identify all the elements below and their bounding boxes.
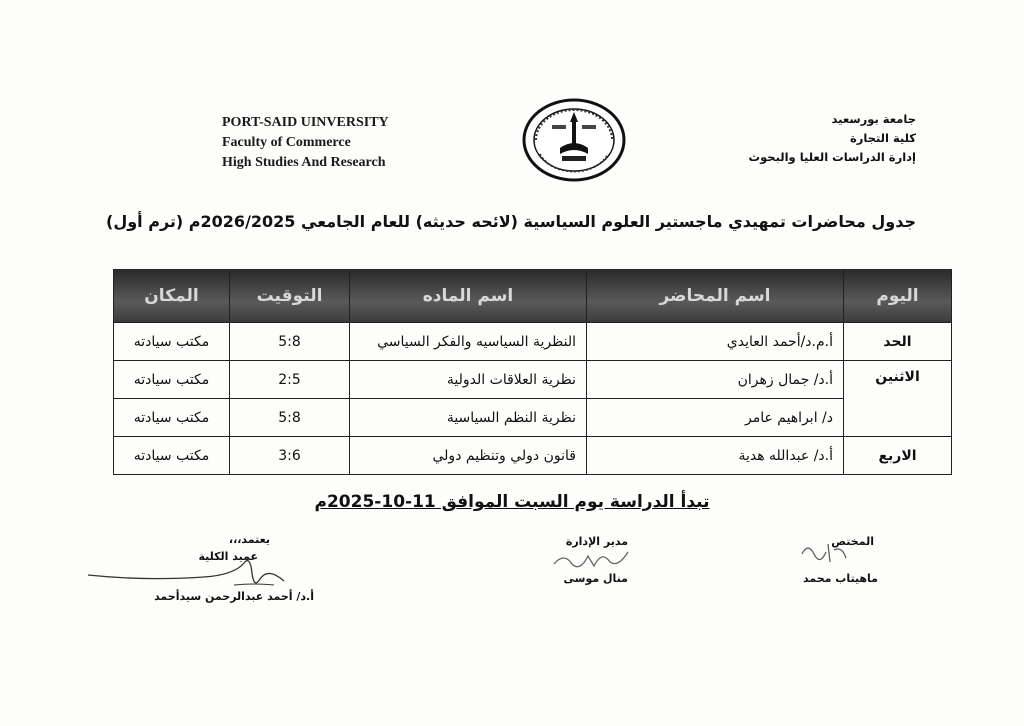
- study-start-note: تبدأ الدراسة يوم السبت الموافق 11-10-2025م: [314, 492, 710, 512]
- specialist-title: المختص: [831, 535, 874, 548]
- approved-label: يعتمد،،،: [228, 533, 270, 546]
- instructor-cell: أ.د/ عبدالله هدية: [587, 437, 844, 475]
- instructor-cell: أ.م.د/أحمد العايدي: [587, 323, 844, 361]
- place-cell: مكتب سيادته: [114, 437, 230, 475]
- time-cell: 5:8: [230, 399, 350, 437]
- arabic-header: [749, 110, 916, 167]
- manager-name: منال موسى: [563, 572, 628, 585]
- instructor-cell: د/ ابراهيم عامر: [587, 399, 844, 437]
- day-cell: الاثنين: [844, 361, 952, 437]
- faculty-name-ar: كلية التجارة: [849, 131, 916, 145]
- time-cell: 2:5: [230, 361, 350, 399]
- day-cell: الحد: [844, 323, 952, 361]
- manager-title: مدير الإدارة: [565, 535, 628, 548]
- header-time: التوقيت: [230, 270, 350, 323]
- subject-cell: نظرية النظم السياسية: [350, 399, 587, 437]
- subject-cell: النظرية السياسيه والفكر السياسي: [350, 323, 587, 361]
- schedule-title: جدول محاضرات تمهيدي ماجستير العلوم السياسية (لائحه حديثه) للعام الجامعي 2026/2025م (ترم أول): [106, 212, 916, 231]
- subject-cell: نظرية العلاقات الدولية: [350, 361, 587, 399]
- university-name-en: PORT-SAID UINVERSITY: [222, 115, 389, 130]
- schedule-table: [113, 269, 952, 475]
- table-row: [114, 323, 952, 361]
- table-row: [114, 399, 952, 437]
- dean-name: أ.د/ أحمد عبدالرحمن سيدأحمد: [154, 590, 314, 603]
- department-name-en: High Studies And Research: [222, 155, 386, 170]
- specialist-signature: [798, 540, 850, 568]
- faculty-logo-seal: [522, 98, 626, 182]
- day-cell: الاربع: [844, 437, 952, 475]
- header-instructor: اسم المحاضر: [587, 270, 844, 323]
- english-header: [222, 113, 389, 173]
- manager-signature: [552, 542, 632, 572]
- time-cell: 5:8: [230, 323, 350, 361]
- subject-cell: قانون دولي وتنظيم دولي: [350, 437, 587, 475]
- place-cell: مكتب سيادته: [114, 361, 230, 399]
- table-row: [114, 437, 952, 475]
- header-place: المكان: [114, 270, 230, 323]
- instructor-cell: أ.د/ جمال زهران: [587, 361, 844, 399]
- time-cell: 3:6: [230, 437, 350, 475]
- university-name-ar: جامعة بورسعيد: [831, 112, 916, 126]
- dean-signature: [84, 555, 294, 595]
- place-cell: مكتب سيادته: [114, 399, 230, 437]
- faculty-name-en: Faculty of Commerce: [222, 135, 351, 150]
- header-subject: اسم الماده: [350, 270, 587, 323]
- specialist-name: ماهيتاب محمد: [802, 572, 878, 585]
- table-row: [114, 361, 952, 399]
- table-header-row: [114, 270, 952, 323]
- department-name-ar: إدارة الدراسات العليا والبحوث: [748, 150, 916, 164]
- dean-title: عميد الكلية: [198, 550, 258, 563]
- header-day: اليوم: [844, 270, 952, 323]
- place-cell: مكتب سيادته: [114, 323, 230, 361]
